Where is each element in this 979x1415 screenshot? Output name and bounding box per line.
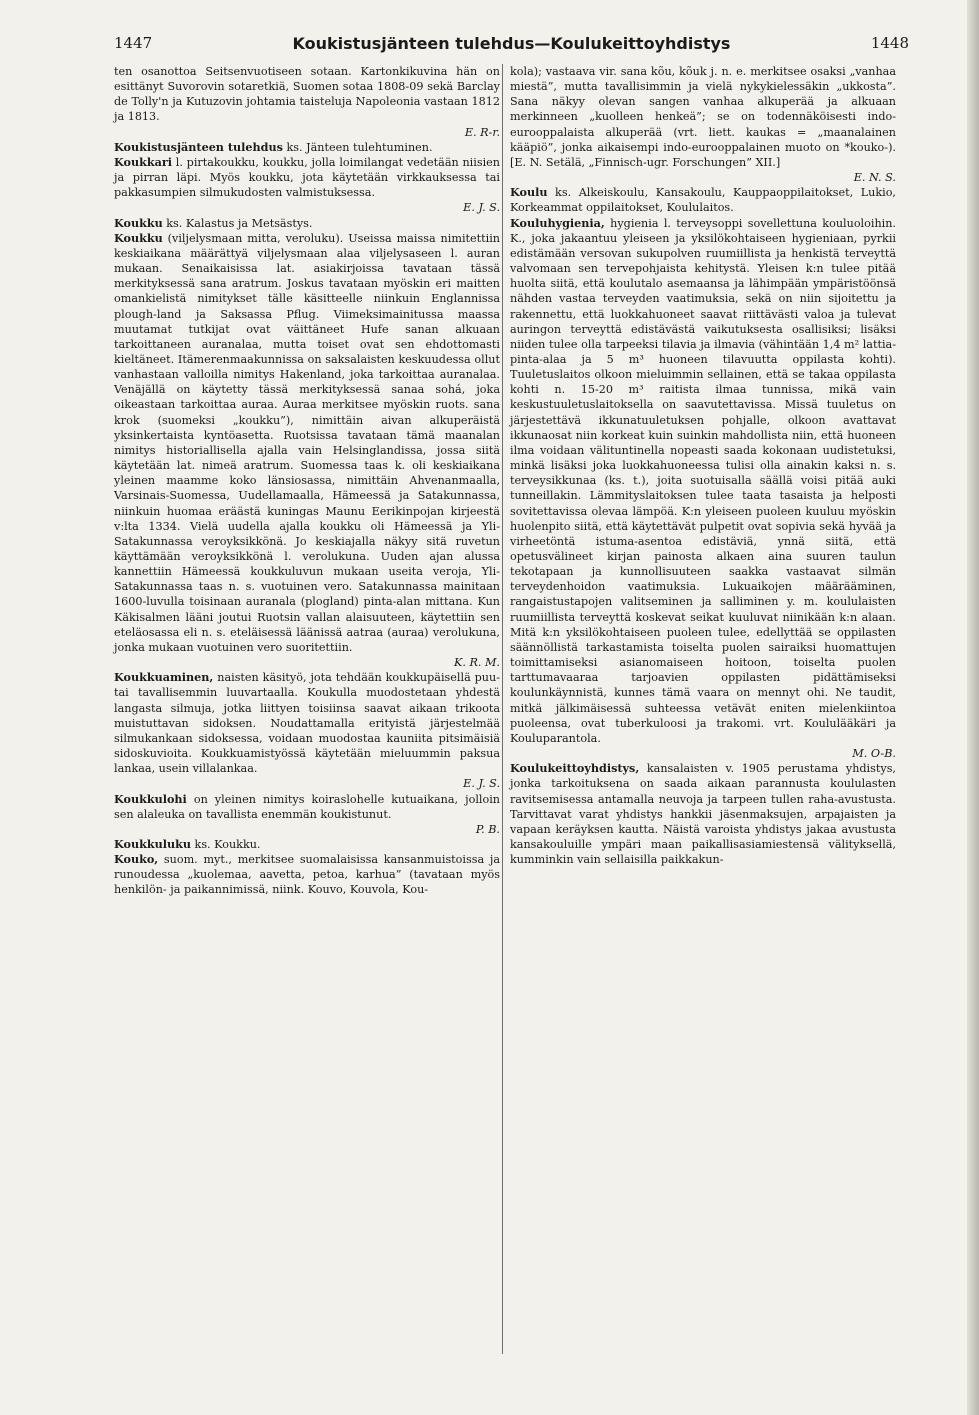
page-edge — [967, 0, 979, 1415]
entry-headword: Kouluhygienia, — [510, 215, 605, 230]
article-entry-koukku2 — [114, 231, 500, 655]
entry-signature: E. J. S. — [463, 201, 500, 215]
entry-text: hygienia l. terveysoppi sovellettuna kouluoloihin. K., joka jakaantuu yleiseen ja yksilökohtaiseen hygieniaan, pyrkii edistämään versovan sukupolven ruumiillista ja henkistä terveyttä valvomaan sen tervepohjaista kehitystä. Yleisen k:n tulee pitää huolta siitä, että koulutalo asemaansa ja lähimpään ympäristöönsä nähden vastaa terveyden vaatimuksia, sekä on niin sijoitettu ja rakennettu, että luokkahuoneet saavat riittävästi valoa ja tulevat auringon terveyttä edistävästä vaikutuksesta osallisiksi; lisäksi niiden tulee olla tarpeeksi tilavia ja ilmavia (vähintään 1,4 m² lattia-pinta-alaa ja 5 m³ huoneen tilavuutta oppilasta kohti). Tuuletuslaitos olkoon mieluimmin sellainen, että se takaa oppilasta kohti n. 15-20 m³ raitista ilmaa tunnissa, mikä vain keskustuuletuslaitoksella on saavutettavissa. Missä tuuletus on järjestettävä ikkunatuuletuksen pohjalle, olkoon avattavat ikkunaosat niin korkeat kuin suinkin mahdollista niin, että huoneen ilma voidaan välituntinella nopeasti saada kokonaan uudistetuksi, minkä lisäksi joka luokkahuoneessa tulisi olla ainakin kaksi n. s. terveysikkunaa (ks. t.), joita suotuisalla säällä voisi pitää auki tunneillakin. Lämmityslaitoksen tulee taata tasaista ja helposti sovitettavissa olevaa lämpöä. K:n yleiseen puoleen kuuluu myöskin huolenpito siitä, että käytettävät pulpetit ovat sopivia sekä hyvää ja virheetöntä istuma-asentoa edistäviä, ynnä siitä, että opetusvälineet kirjan painosta alkaen aina suuren taulun tekotapaan ja kunnollisuuteen saakka vastaavat silmän terveydenhoidon vaatimuksia. Lukuaikojen määrääminen, rangaistustapojen valitseminen ja salliminen y. m. koululaisten ruumiillista terveyttä koskevat seikat kuuluvat niinikään k:n alaan. Mitä k:n yksilökohtaiseen puoleen tulee, edellyttää se oppilasten säännöllistä tarkastamista toiselta puolen sairaiksi huomattujen toimittamiseksi asianomaiseen hoitoon, toiselta puolen tarttumavaaraa tarjoavien oppilasten pidättämiseksi koulunkäynnistä, kunnes tämä vaara on mennyt ohi. Ne taudit, mitkä jälkimäisessä suhteessa vetävät eniten mielenkiintoa puoleensa, ovat tuberkuloosi ja trakomi. vrt. Koululääkäri ja Kouluparantola. — [510, 216, 896, 745]
entry-signature: E. J. S. — [463, 777, 500, 791]
entry-headword: Koukkulohi — [114, 791, 187, 806]
entry-signature: M. O-B. — [852, 747, 896, 761]
article-entry-koukku1 — [114, 216, 500, 231]
entry-headword: Koukku — [114, 230, 163, 245]
article-entry-koukkari — [114, 155, 500, 200]
entry-text: ks. Alkeiskoulu, Kansakoulu, Kauppaoppilaitokset, Lukio, Korkeammat oppilaitokset, Koululaitos. — [510, 186, 896, 215]
right-column — [510, 64, 896, 867]
entry-headword: Koulukeittoyhdistys, — [510, 761, 640, 776]
entry-text: kansalaisten v. 1905 perustama yhdistys, jonka tarkoituksena on saada aikaan parannusta koululasten ravitsemisessa antamalla neuvoja ja tarpeen tullen raha-avustusta. Tarvittavat varat yhdistys hankkii jäsenmaksujen, arpajaisten ja vapaan keräyksen kautta. Näistä varoista yhdistys jakaa avustusta kansakouluille ympäri maan paikallisasiamiestensä välityksellä, kumminkin vain sellaisilla paikkakun- — [510, 762, 896, 867]
article-entry-koukistusjanteen — [114, 140, 500, 155]
entry-text: kola); vastaava vir. sana kõu, kõuk j. n. e. merkitsee osaksi „vanhaa miestä”, mutta tavallisimmin ja vielä nykykielessäkin „ukkosta”. Sana näkyy olevan sangen vanhaa alkuperää ja alkuaan merkinneen „kuolleen henkeä”; se on todennäköisesti indo-eurooppalaista alkuperää (vrt. liett. kaukas = „maanalainen kääpiö”, jonka aikaisempi indo-eurooppalainen muoto on *kouko-). [E. N. Setälä, „Finnisch-ugr. Forschungen” XII.] — [510, 65, 896, 169]
article-entry-intro — [114, 64, 500, 125]
article-entry-koulukeittoyhdistys — [510, 761, 896, 867]
article-entry-koukkuaminen — [114, 670, 500, 776]
entry-headword: Koukkari — [114, 154, 172, 169]
entry-text: naisten käsityö, jota tehdään koukkupäisellä puu- tai tavallisemmin luuvartaalla. Koukulla muodostetaan yhdestä langasta silmuja, jotka liittyen toisiinsa saavat aikaan trikoota muistuttavan sidoksen. Noudattamalla erityistä järjestelmää silmukankaan sidoksessa, voidaan muodostaa kauniita pitsimäisiä sidoskuvioita. Koukkuamistyössä käytetään mieluummin paksua lankaa, usein villalankaa. — [114, 671, 500, 776]
entry-signature: E. N. S. — [853, 171, 896, 185]
article-entry-kouko — [114, 852, 500, 897]
entry-headword: Koukku — [114, 215, 163, 230]
entry-headword: Koukistusjänteen tulehdus — [114, 139, 283, 154]
entry-signature: E. R-r. — [464, 125, 500, 139]
page-number-right: 1448 — [870, 34, 909, 52]
entry-text: ks. Kalastus ja Metsästys. — [162, 216, 313, 230]
article-entry-kouko_cont — [510, 64, 896, 170]
running-title: Koukistusjänteen tulehdus—Koulukeittoyhdistys — [292, 34, 731, 53]
entry-text: (viljelysmaan mitta, veroluku). Useissa maissa nimitettiin keskiaikana määrättyä viljelysmaan alaa viljelysaseen l. auran mukaan. Senaikaisissa lat. asiakirjoissa tavataan tässä merkityksessä sana aratrum. Joskus tavataan myöskin eri maitten omankielistä nimitykset tälle käsitteelle niinkuin Englannissa plough-land ja Saksassa Pflug. Viimeksimainitussa maassa muutamat tutkijat ovat väittäneet Hufe sanan alkuaan tarkoittaneen auranalaa, mutta toiset ovat sen ehdottomasti kieltäneet. Itämerenmaakunnissa on saksalaisten keskuudessa ollut vanhastaan valloilla nimitys Hakenland, joka tarkoittaa auranalaa. Venäjällä on käytetty tässä merkityksessä sanaa sohá, joka oikeastaan tarkoittaa auraa. Auraa merkitsee myöskin ruots. sana krok (suomeksi „koukku”), nimittäin aivan alkuperäistä yksinkertaista kyntöasetta. Ruotsissa tavataan tämä maanalan nimitys historiallisella ajalla vain Helsinglandissa, jossa siitä käytetään lat. nimeä aratrum. Suomessa taas k. oli keskiaikana yleinen maamme koko länsiosassa, nimittäin Ahvenanmaalla, Varsinais-Suomessa, Uudellamaalla, Hämeessä ja Satakunnassa, niinkuin huomaa eräästä kuningas Maunu Eerikinpojan kirjeestä v:lta 1334. Vielä uudella ajalla koukku oli Hämeessä ja Yli-Satakunnassa veroyksikkönä. Jo keskiajalla näkyy sitä ruvetun käyttämään veroyksikkönä l. verolukuna. Uuden ajan alussa kannettiin Hämeessä koukkuluvun mukaan useita veroja, Yli-Satakunnassa taas n. s. vuotuinen vero. Satakunnassa mainitaan 1600-luvulla toisinaan auranala (plogland) pinta-alan mittana. Kun Käkisalmen lääni joutui Ruotsin vallan alaisuuteen, käytettiin sen eteläosassa eli n. s. eteläisessä läänissä aatraa (auraa) verolukuna, jonka mukaan vuotuinen vero suoritettiin. — [114, 231, 500, 654]
entry-signature: K. R. M. — [453, 656, 500, 670]
article-entry-koukkulohi — [114, 792, 500, 822]
column-divider — [502, 64, 503, 1354]
entry-signature: P. B. — [475, 822, 500, 836]
left-column — [114, 64, 500, 898]
entry-text: ks. Koukku. — [190, 837, 261, 851]
entry-text: l. pirtakoukku, koukku, jolla loimilangat vedetään niisien ja pirran läpi. Myös koukku, jota käytetään virkkauksessa tai pakkasumpien silmukudosten valmistuksessa. — [114, 155, 500, 200]
page-number-left: 1447 — [114, 34, 153, 52]
article-entry-kouluhygienia — [510, 216, 896, 746]
entry-text: ks. Jänteen tulehtuminen. — [282, 140, 433, 154]
entry-text: on yleinen nimitys koiraslohelle kutuaikana, jolloin sen alaleuka on tavallista enemmän koukistunut. — [114, 792, 500, 821]
entry-headword: Kouko, — [114, 852, 159, 867]
entry-headword: Koukkuluku — [114, 836, 191, 851]
entry-text: ten osanottoa Seitsenvuotiseen sotaan. Kartonkikuvina hän on esittänyt Suvorovin sotaretkiä, Suomen sotaa 1808-09 sekä Barclay de Tolly'n ja Kutuzovin johtamia taisteluja Napoleonia vastaan 1812 ja 1813. — [114, 65, 500, 124]
entry-headword: Koulu — [510, 185, 548, 200]
article-entry-koulu — [510, 185, 896, 215]
entry-headword: Koukkuaminen, — [114, 670, 214, 685]
entry-text: suom. myt., merkitsee suomalaisissa kansanmuistoissa ja runoudessa „kuolemaa, aavetta, petoa, karhua” (tavataan myös henkilön- ja paikannimissä, niink. Kouvo, Kouvola, Kou- — [114, 853, 500, 897]
page-header — [114, 34, 909, 58]
article-entry-koukkuluku — [114, 837, 500, 852]
